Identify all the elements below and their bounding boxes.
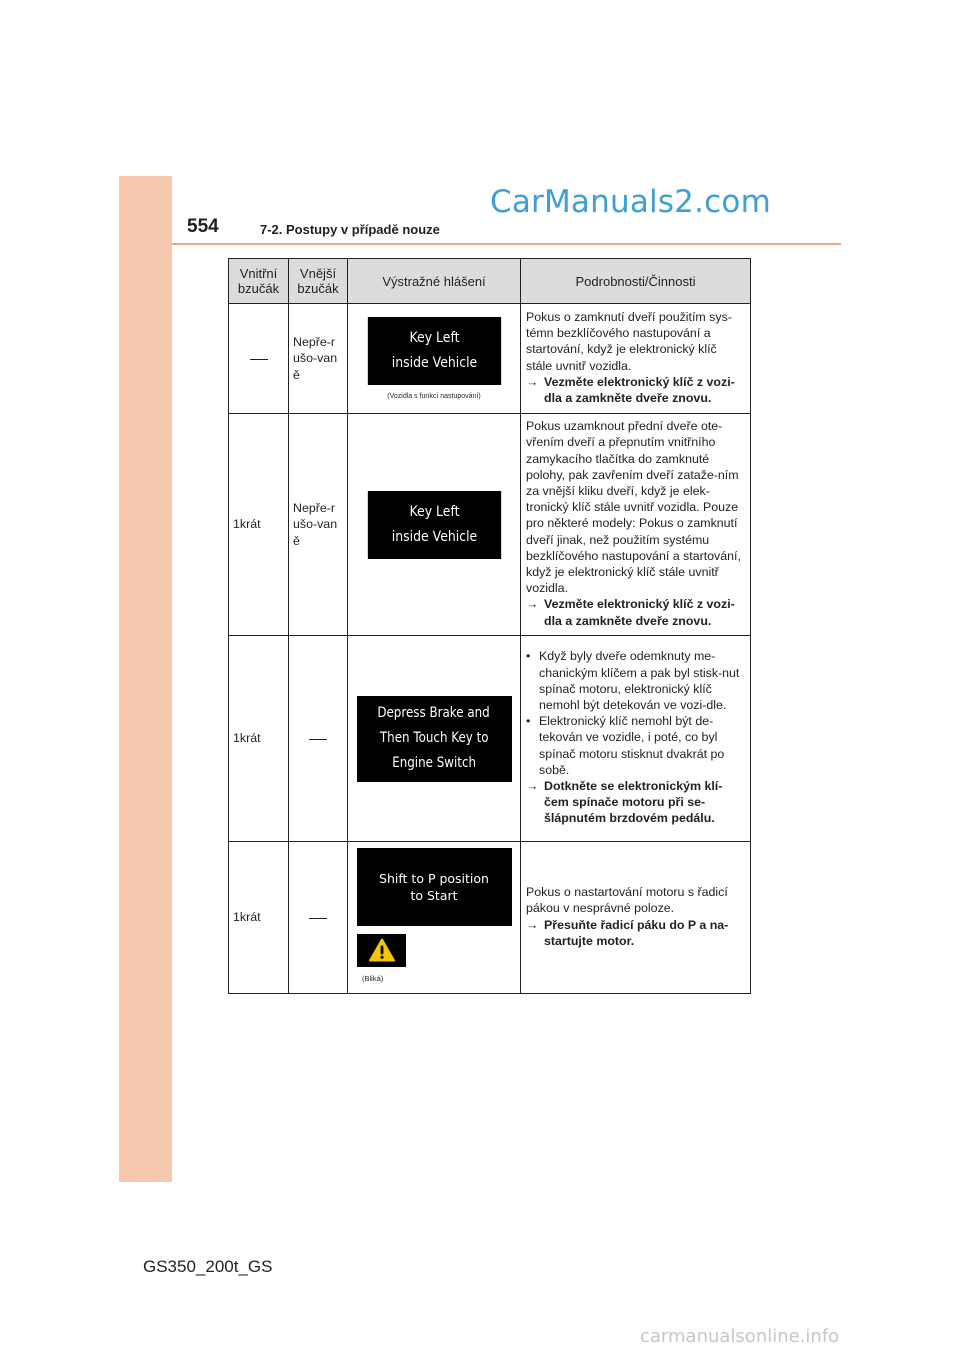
column-header-warning-message: Výstražné hlášení [348,259,521,304]
display-line: inside Vehicle [391,528,477,545]
header-divider [172,243,841,245]
interior-buzzer-cell: 1krát [229,842,289,994]
display-line: inside Vehicle [391,355,477,372]
warning-lamp [357,934,406,967]
warning-message-cell [348,636,521,842]
display-line: Depress Brake and [377,705,491,721]
details-cell [521,636,751,842]
column-header-interior-buzzer: Vnitřní bzučák [229,259,289,304]
action-text [526,917,746,949]
warning-display [367,491,500,559]
details-cell [521,842,751,994]
arrow-icon: → [526,917,539,932]
interior-buzzer-cell: 1krát [229,636,289,842]
details-cell [521,304,751,414]
exterior-buzzer-value: Nepře-rušo-vaně [293,501,338,548]
warning-display [357,848,512,926]
none-dash [309,739,327,740]
table-row [229,414,751,636]
blink-caption: (Bliká) [362,973,384,983]
bullet-text: Elektronický klíč nemohl být de-tekován ve vozidle, i poté, co byl spínač motoru stisknut dvakrát po sobě. [539,714,725,777]
action-text [526,778,746,827]
details-cell [521,414,751,636]
display-line: Engine Switch [392,755,476,771]
arrow-icon: → [526,779,539,793]
exterior-buzzer-value: Nepře-rušo-vaně [293,335,338,382]
warning-display [357,696,512,782]
footer-model-code: GS350_200t_GS [143,1257,273,1276]
page-number: 554 [187,216,219,237]
warning-messages-table [228,258,751,994]
exterior-buzzer-cell [289,304,348,414]
display-line: to Start [410,887,458,903]
action-label: Dotkněte se elektronickým klí-čem spínače motoru při se-šlápnutém brzdovém pedálu. [544,779,723,826]
bullet-icon: • [526,649,531,664]
watermark-carmanualsonline[interactable]: carmanualsonline.info [640,1326,840,1347]
arrow-icon: → [526,374,539,389]
chapter-side-bar [119,176,172,1182]
interior-buzzer-cell [229,304,289,414]
warning-message-cell [348,842,521,994]
details-text: Pokus o zamknutí dveří použitím sys-témn bezklíčového nastupování a startování, když je elektronický klíč stále uvnitř vozidla. [526,309,732,373]
interior-buzzer-cell: 1krát [229,414,289,636]
warning-triangle-icon [369,938,395,962]
none-dash [250,359,268,360]
warning-message-cell [348,304,521,414]
details-bullet [526,713,746,778]
display-line: Then Touch Key to [379,730,489,746]
action-label: Vezměte elektronický klíč z vozi-dla a zamkněte dveře znovu. [544,374,735,405]
table-row [229,636,751,842]
column-header-exterior-buzzer: Vnější bzučák [289,259,348,304]
table-row [229,304,751,414]
action-text [526,596,746,628]
display-line: Shift to P position [379,870,489,886]
exterior-buzzer-cell [289,414,348,636]
display-caption: (Vozidla s funkcí nastupování) [387,393,481,401]
details-text: Pokus o nastartování motoru s řadicí pákou v nesprávné poloze. [526,885,728,916]
bullet-icon: • [526,714,531,729]
watermark-carmanuals2[interactable]: CarManuals2.com [490,184,771,220]
bullet-text: Když byly dveře odemknuty me-chanickým klíčem a pak byl stisk-nut spínač motoru, elektronický klíč nemohl být detekován ve vozi-dle. [539,649,740,712]
warning-message-cell [348,414,521,636]
details-bullet [526,648,746,713]
exterior-buzzer-cell [289,636,348,842]
section-title: 7-2. Postupy v případě nouze [260,222,440,237]
none-dash [309,918,327,919]
action-text [526,374,746,406]
details-text: Pokus uzamknout přední dveře ote-vřením dveří a přepnutím vnitřního zamykacího tlačítka do zamknuté polohy, pak zavřením dveří zataže-ním za vnější kliku dveří, když je elek-tronický klíč stále uvnitř vozidla. Pouze pro některé modely: Pokus o zamknutí dveří jinak, než použitím systému bezklíčového nastupování a startování, když je elektronický klíč stále uvnitř vozidla. [526,419,741,596]
table-header-row [229,259,751,304]
table-row [229,842,751,994]
action-label: Přesuňte řadicí páku do P a na-startujte motor. [544,917,729,948]
column-header-details: Podrobnosti/Činnosti [521,259,751,304]
exterior-buzzer-cell [289,842,348,994]
display-line: Key Left [408,503,460,520]
arrow-icon: → [526,597,539,612]
warning-display [367,317,500,385]
action-label: Vezměte elektronický klíč z vozi-dla a zamkněte dveře znovu. [544,597,735,628]
display-line: Key Left [408,330,460,347]
